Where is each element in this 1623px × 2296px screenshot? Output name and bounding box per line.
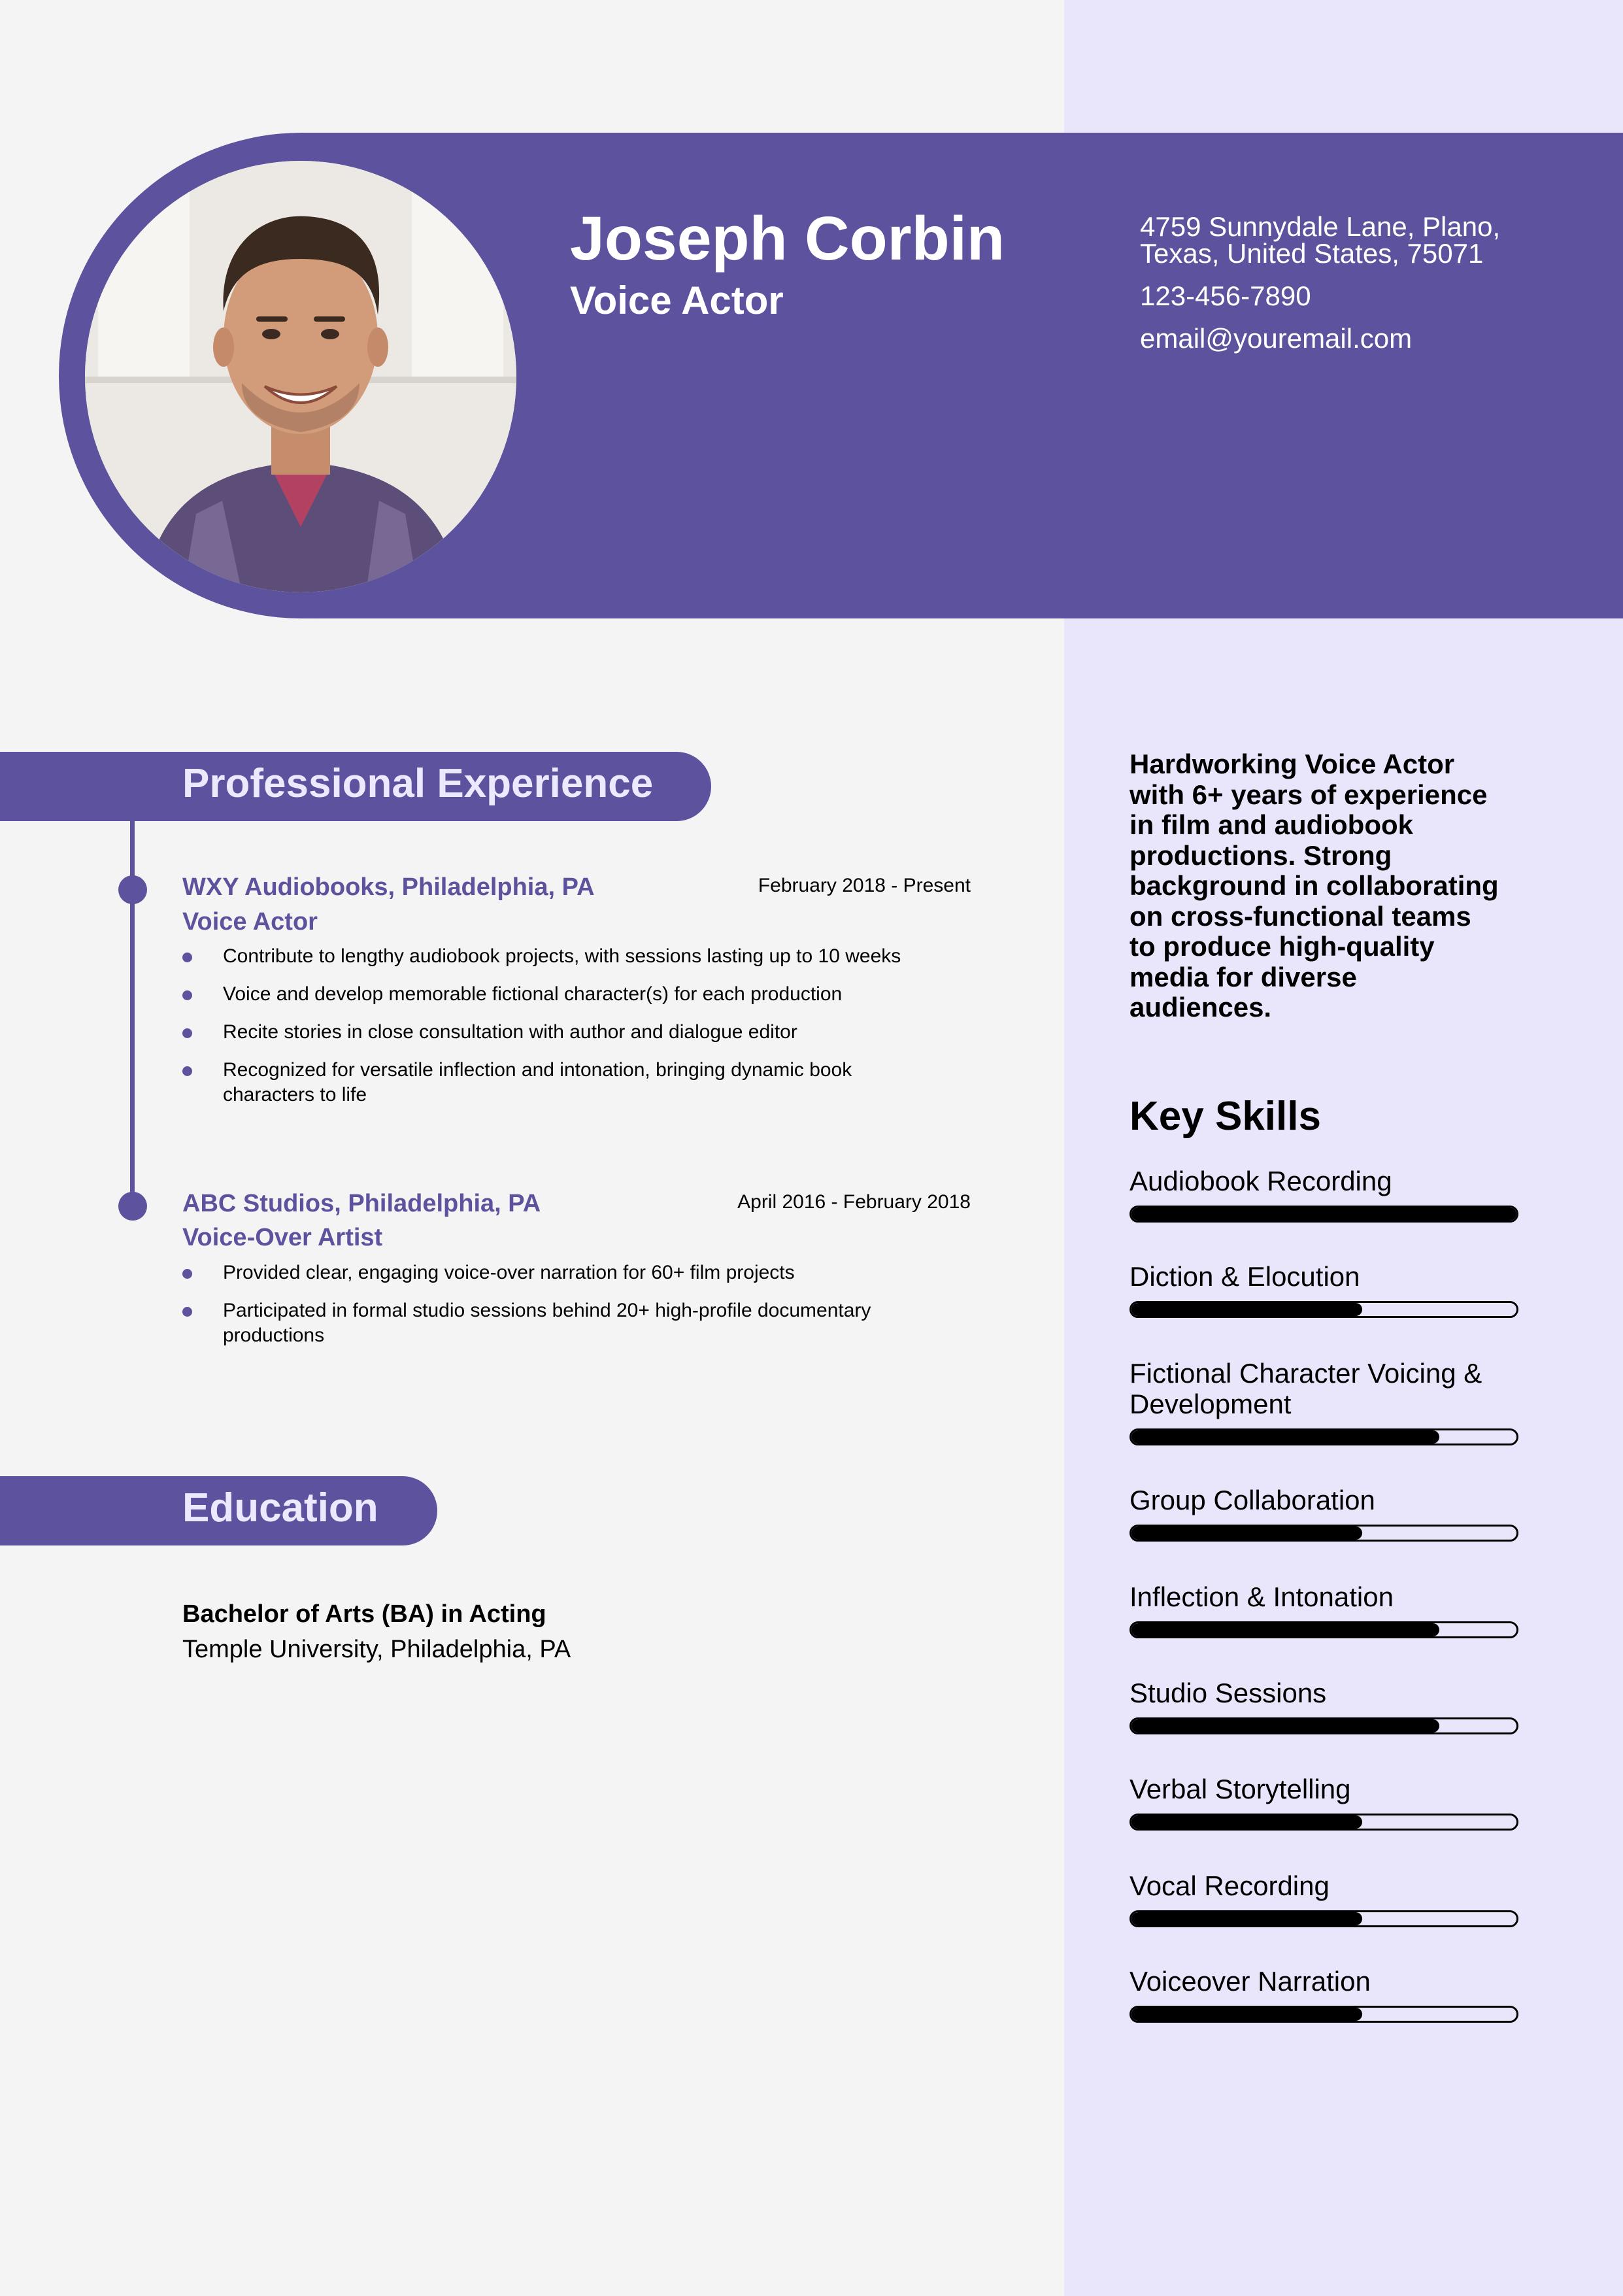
skill-name: Verbal Storytelling <box>1129 1774 1351 1804</box>
education-heading: Education <box>0 1476 437 1545</box>
list-item <box>182 1260 967 1285</box>
skill-bar <box>1129 1910 1518 1927</box>
skill-bar-fill <box>1131 1303 1362 1316</box>
list-item <box>182 1058 877 1107</box>
skill-item <box>1129 1261 1522 1318</box>
skill-bar-fill <box>1131 1719 1439 1732</box>
bullet-text: Provided clear, engaging voice-over narration for 60+ film projects <box>223 1262 795 1283</box>
skill-bar <box>1129 1525 1518 1542</box>
address-line-2: Texas, United States, 75071 <box>1140 238 1484 269</box>
contact-block <box>1140 213 1532 367</box>
skill-bar <box>1129 1814 1518 1831</box>
job-date: February 2018 - Present <box>758 875 971 896</box>
skill-bar-fill <box>1131 1815 1362 1829</box>
skill-item <box>1129 1358 1522 1445</box>
skill-item <box>1129 1966 1522 2023</box>
timeline-dot <box>118 875 147 904</box>
profile-photo <box>85 161 516 592</box>
skill-bar <box>1129 1428 1518 1445</box>
job-company: WXY Audiobooks, Philadelphia, PA <box>182 873 595 901</box>
skill-bar-fill <box>1131 1623 1439 1636</box>
address-line-1: 4759 Sunnydale Lane, Plano, <box>1140 211 1501 242</box>
candidate-title: Voice Actor <box>570 279 784 322</box>
skill-name: Audiobook Recording <box>1129 1166 1392 1196</box>
job-date: April 2016 - February 2018 <box>737 1191 971 1213</box>
skill-bar <box>1129 1621 1518 1638</box>
skill-bar <box>1129 1206 1518 1223</box>
skill-item <box>1129 1581 1522 1638</box>
skill-name: Group Collaboration <box>1129 1485 1375 1515</box>
contact-email: email@youremail.com <box>1140 323 1413 354</box>
candidate-name: Joseph Corbin <box>570 204 1005 273</box>
bullet-dot <box>182 1307 192 1317</box>
contact-address <box>1140 213 1532 267</box>
skill-name: Diction & Elocution <box>1129 1261 1360 1292</box>
job-role: Voice-Over Artist <box>182 1224 383 1251</box>
bullet-dot <box>182 1269 192 1279</box>
bullet-dot <box>182 990 192 1000</box>
skill-name: Fictional Character Voicing & Development <box>1129 1358 1482 1419</box>
contact-phone: 123-456-7890 <box>1140 280 1311 311</box>
skills-heading: Key Skills <box>1129 1094 1321 1139</box>
list-item <box>182 944 967 969</box>
job-role: Voice Actor <box>182 908 318 936</box>
bullet-text: Recite stories in close consultation with author and dialogue editor <box>223 1021 797 1043</box>
skill-bar-fill <box>1131 1430 1439 1443</box>
skill-item <box>1129 1678 1522 1734</box>
list-item <box>182 982 967 1007</box>
skill-item <box>1129 1774 1522 1831</box>
bullet-text: Recognized for versatile inflection and intonation, bringing dynamic book characters to life <box>223 1059 852 1106</box>
skill-bar-fill <box>1131 1912 1362 1925</box>
job-company: ABC Studios, Philadelphia, PA <box>182 1190 541 1217</box>
bullet-text: Contribute to lengthy audiobook projects, with sessions lasting up to 10 weeks <box>223 945 901 967</box>
list-item <box>182 1298 942 1348</box>
bullet-dot <box>182 953 192 962</box>
skill-bar <box>1129 2006 1518 2023</box>
bullet-dot <box>182 1028 192 1038</box>
education-school: Temple University, Philadelphia, PA <box>182 1636 571 1663</box>
skill-name: Vocal Recording <box>1129 1870 1330 1901</box>
skill-bar <box>1129 1717 1518 1734</box>
skill-item <box>1129 1166 1522 1223</box>
profile-summary: Hardworking Voice Actor with 6+ years of experience in film and audiobook productions. Strong background in collaborating on cross-functional teams to produce high-quality media for diverse audiences. <box>1129 749 1499 1022</box>
skill-bar-fill <box>1131 1527 1362 1540</box>
job-bullets <box>182 944 967 1121</box>
timeline-dot <box>118 1192 147 1221</box>
skill-name: Inflection & Intonation <box>1129 1581 1394 1612</box>
list-item <box>182 1020 967 1045</box>
skill-bar <box>1129 1301 1518 1318</box>
bullet-text: Voice and develop memorable fictional character(s) for each production <box>223 983 843 1005</box>
skill-item <box>1129 1870 1522 1927</box>
skill-bar-fill <box>1131 1207 1516 1221</box>
skill-bar-fill <box>1131 2008 1362 2021</box>
experience-heading: Professional Experience <box>0 752 711 821</box>
education-degree: Bachelor of Arts (BA) in Acting <box>182 1600 546 1628</box>
job-bullets <box>182 1260 967 1361</box>
bullet-text: Participated in formal studio sessions behind 20+ high-profile documentary productions <box>223 1300 871 1346</box>
skill-name: Studio Sessions <box>1129 1678 1327 1708</box>
bullet-dot <box>182 1066 192 1076</box>
skill-item <box>1129 1485 1522 1542</box>
skill-name: Voiceover Narration <box>1129 1966 1371 1997</box>
